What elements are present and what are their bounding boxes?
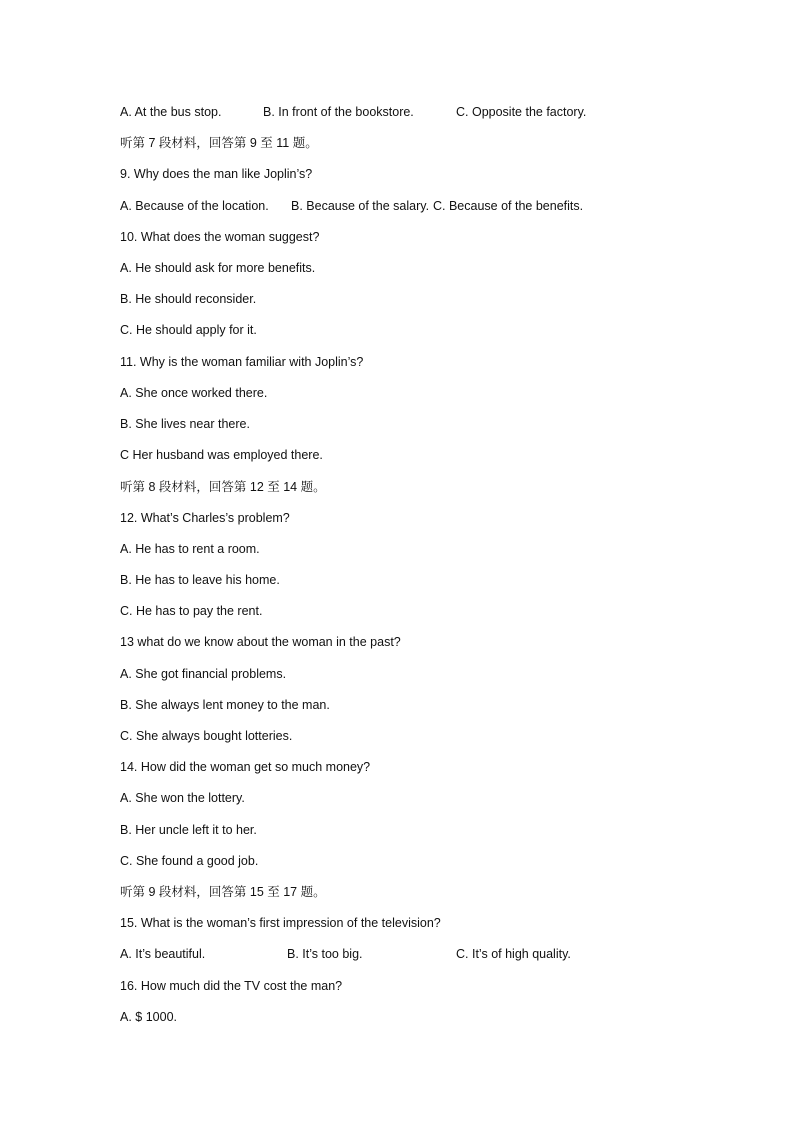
option: B. She lives near there.: [120, 417, 250, 431]
option: A. She won the lottery.: [120, 791, 245, 805]
option: A. He has to rent a room.: [120, 542, 260, 556]
option-b: B. In front of the bookstore.: [263, 105, 414, 119]
question: 12. What’s Charles’s problem?: [120, 511, 290, 525]
option-c: C. It’s of high quality.: [456, 947, 571, 961]
question: 11. Why is the woman familiar with Joplin’s?: [120, 355, 364, 369]
option: C. She always bought lotteries.: [120, 729, 293, 743]
option-b: B. It’s too big.: [287, 947, 363, 961]
option: B. He has to leave his home.: [120, 573, 280, 587]
option: C. She found a good job.: [120, 854, 259, 868]
option-a: A. At the bus stop.: [120, 105, 222, 119]
option-c: C. Opposite the factory.: [456, 105, 587, 119]
option: C. He has to pay the rent.: [120, 604, 263, 618]
option: C. He should apply for it.: [120, 323, 257, 337]
option-a: A. It’s beautiful.: [120, 947, 206, 961]
question: 10. What does the woman suggest?: [120, 230, 320, 244]
option: C Her husband was employed there.: [120, 448, 323, 462]
option: B. Her uncle left it to her.: [120, 823, 257, 837]
question: 16. How much did the TV cost the man?: [120, 979, 343, 993]
option-c: C. Because of the benefits.: [433, 199, 584, 213]
option: A. She got financial problems.: [120, 667, 287, 681]
section-heading: 听第 7 段材料，回答第 9 至 11 题。: [120, 136, 318, 150]
option: B. He should reconsider.: [120, 292, 257, 306]
section-heading: 听第 9 段材料，回答第 15 至 17 题。: [120, 885, 326, 899]
question: 14. How did the woman get so much money?: [120, 760, 371, 774]
option: B. She always lent money to the man.: [120, 698, 330, 712]
option-a: A. Because of the location.: [120, 199, 269, 213]
question: 13 what do we know about the woman in the past?: [120, 635, 401, 649]
option: A. $ 1000.: [120, 1010, 177, 1024]
section-heading: 听第 8 段材料，回答第 12 至 14 题。: [120, 480, 326, 494]
option: A. She once worked there.: [120, 386, 268, 400]
question: 15. What is the woman’s first impression of the television?: [120, 916, 441, 930]
question: 9. Why does the man like Joplin’s?: [120, 167, 313, 181]
option-b: B. Because of the salary.: [291, 199, 430, 213]
option: A. He should ask for more benefits.: [120, 261, 316, 275]
